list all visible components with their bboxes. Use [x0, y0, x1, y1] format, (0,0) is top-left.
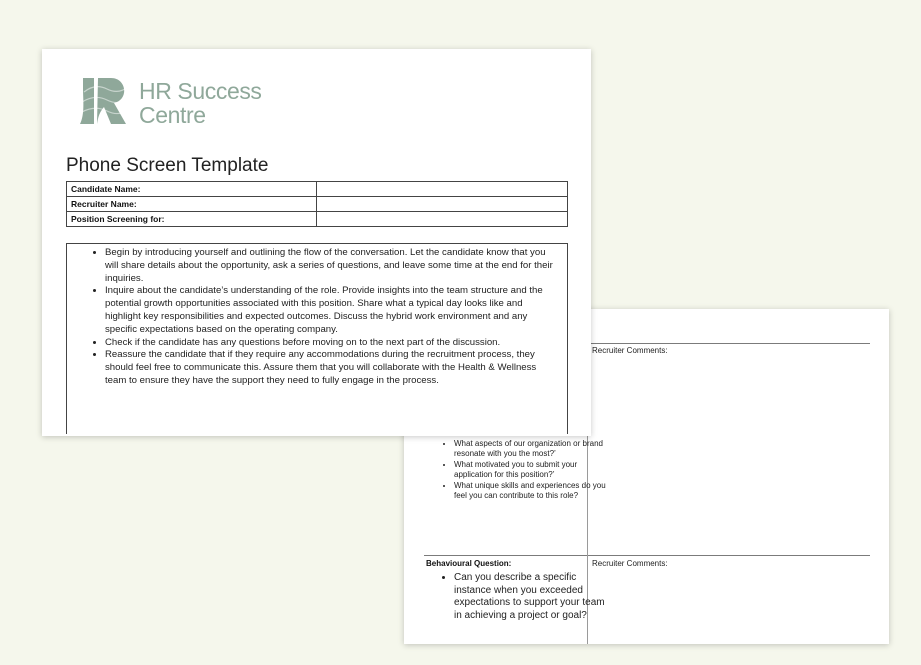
candidate-info-table — [66, 181, 568, 227]
motivation-question-list — [424, 439, 614, 502]
list-item: • What aspects of our organization or brand resonate with you the most?’ — [454, 439, 614, 459]
recruiter-comments-label: Recruiter Comments: — [592, 346, 668, 355]
recruiter-comments-label: Recruiter Comments: — [592, 559, 668, 568]
guidelines-list — [67, 244, 567, 388]
section-divider — [424, 555, 870, 556]
list-item: • Check if the candidate has any questions before moving on to the next part of the discussion. — [105, 337, 557, 350]
field-value[interactable] — [317, 197, 568, 212]
hr-success-logo-icon — [77, 76, 133, 126]
table-row — [67, 197, 568, 212]
list-item: • What unique skills and experiences do you feel you can contribute to this role? — [454, 481, 614, 501]
behavioural-question-title: Behavioural Question: — [426, 559, 512, 568]
list-item: • Inquire about the candidate’s understanding of the role. Provide insights into the team structure and the potential growth opportunities associated with this position. Share what a typical day looks like and highlight key responsibilities and expected outcomes. Discuss the hybrid work environment and any specific expectations based on the operating company. — [105, 285, 557, 336]
field-label: Candidate Name: — [67, 182, 317, 197]
list-item: • Begin by introducing yourself and outlining the flow of the conversation. Let the candidate know that you will share details about the opportunity, ask a series of questions, and leave some time at the end for their inquiries. — [105, 247, 557, 285]
list-item: • What motivated you to submit your application for this position?’ — [454, 460, 614, 480]
brand-line-1: HR Success — [139, 78, 262, 104]
front-page — [42, 49, 591, 436]
guidelines-box — [66, 243, 568, 434]
list-item: • Can you describe a specific instance when you exceeded expectations to support your team in achieving a project or goal? — [454, 572, 608, 622]
brand-name — [139, 79, 262, 127]
brand-line-2: Centre — [139, 102, 206, 128]
field-value[interactable] — [317, 212, 568, 227]
field-label: Position Screening for: — [67, 212, 317, 227]
table-row — [67, 182, 568, 197]
behavioural-question-list — [424, 572, 608, 623]
row-divider — [590, 343, 870, 344]
list-item: • Reassure the candidate that if they require any accommodations during the recruitment process, they should feel free to communicate this. Assure them that you will collaborate with the Health & Wellness team to ensure they have the support they need to fully engage in the process. — [105, 349, 557, 387]
document-title: Phone Screen Template — [66, 155, 269, 176]
field-value[interactable] — [317, 182, 568, 197]
table-row — [67, 212, 568, 227]
field-label: Recruiter Name: — [67, 197, 317, 212]
